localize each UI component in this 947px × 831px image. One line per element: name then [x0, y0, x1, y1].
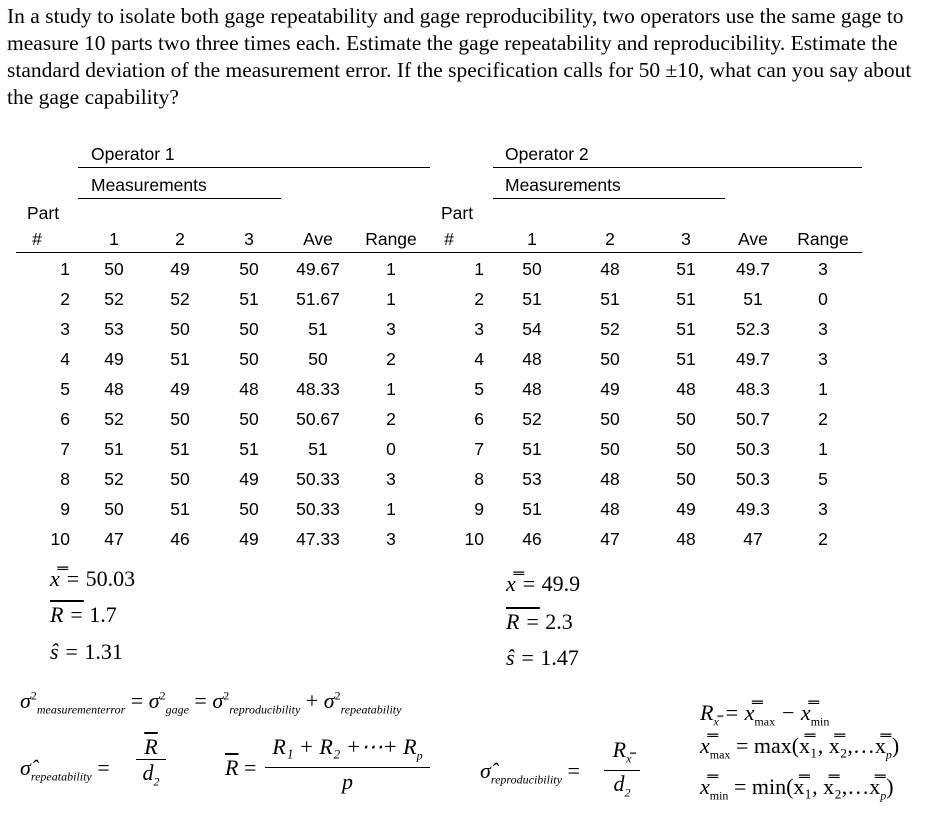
operator-1-header-rule	[16, 252, 438, 253]
operator-2-cell-m3: 48	[676, 529, 696, 549]
operator-1-cell-part: 9	[60, 499, 70, 519]
operator-2-cell-range: 5	[818, 469, 828, 489]
operator-2-title: Operator 2	[505, 144, 589, 164]
operator-1-cell-m1: 51	[104, 439, 124, 459]
operator-1-cell-part: 8	[60, 469, 70, 489]
operator-2-cell-m3: 48	[676, 379, 696, 399]
rbarbar-lhs	[225, 755, 256, 781]
operator-1-cell-range: 3	[386, 469, 396, 489]
operator-1-measurements-rule	[78, 198, 281, 199]
operator-1-cell-ave: 48.33	[296, 379, 340, 399]
operator-1-col-2: 2	[175, 229, 185, 249]
sigma-symbol: σ	[148, 688, 160, 713]
operator-1-cell-m1: 52	[104, 409, 124, 429]
measurement-error-sub: measurementerror	[36, 702, 126, 717]
operator-1-cell-range: 2	[386, 349, 396, 369]
variance-decomposition-formula	[20, 688, 401, 717]
operator-2-cell-m3: 51	[676, 349, 696, 369]
operator-1-cell-part: 2	[60, 289, 70, 309]
operator-1-cell-range: 0	[386, 439, 396, 459]
operator-2-cell-ave: 50.3	[735, 439, 771, 459]
operator-1-cell-range: 1	[386, 259, 396, 279]
operator-1-cell-m1: 49	[104, 349, 124, 369]
operator-2-measurements-rule	[493, 198, 725, 199]
operator-2-cell-ave: 50.7	[735, 409, 771, 429]
operator-1-cell-ave: 51	[308, 319, 328, 339]
operator-1-cell-m3: 50	[239, 499, 259, 519]
squared-sup: 2	[223, 688, 230, 703]
operator-1-cell-part: 1	[60, 259, 70, 279]
operator-2-cell-range: 3	[818, 319, 828, 339]
operator-1-cell-m2: 51	[170, 439, 190, 459]
operator-2-col-1: 1	[527, 229, 537, 249]
operator-1-cell-ave: 50.33	[296, 499, 340, 519]
squared-sup: 2	[30, 688, 37, 703]
operator-1-cell-m3: 50	[239, 349, 259, 369]
operator-1-cell-part: 10	[50, 529, 70, 549]
equals-sign: =	[243, 755, 257, 780]
rbar-label: R =	[50, 602, 84, 627]
equals-sign: =	[130, 688, 144, 713]
operator-1-cell-ave: 51.67	[296, 289, 340, 309]
operator-2-cell-m2: 50	[600, 349, 620, 369]
operator-1-cell-part: 6	[60, 409, 70, 429]
operator-1-rule	[78, 167, 430, 168]
operator-2-cell-part: 6	[474, 409, 484, 429]
operator-1-cell-m1: 53	[104, 319, 124, 339]
sigma-symbol: σ	[323, 688, 335, 713]
operator-1-rbar	[50, 602, 117, 628]
squared-sup: 2	[334, 688, 341, 703]
xbar-min-definition: $x̿_{min}$ = min(x̿₁, $x̿_2,\dots x̿_p$)	[700, 774, 894, 803]
operator-1-cell-m2: 51	[170, 499, 190, 519]
operator-2-cell-range: 1	[818, 379, 828, 399]
operator-2-cell-m3: 50	[676, 409, 696, 429]
operator-2-cell-ave: 51	[743, 289, 763, 309]
operator-2-cell-m2: 50	[600, 439, 620, 459]
operator-2-cell-ave: 47	[743, 529, 763, 549]
operator-2-cell-part: 4	[474, 349, 484, 369]
operator-1-cell-m3: 50	[239, 409, 259, 429]
operator-1-cell-ave: 47.33	[296, 529, 340, 549]
problem-statement: In a study to isolate both gage repeatability and gage reproducibility, two operators use the same gage to measure 10 parts two three times each. Estimate the gage repeatability and reproducibility. Estimate the standard deviation of the measurement error. If the specification calls for 50 ±10, what can you say about the gage capability?	[7, 4, 912, 109]
operator-2-cell-ave: 49.7	[735, 259, 771, 279]
operator-2-cell-part: 2	[474, 289, 484, 309]
sigma-reproducibility-lhs	[480, 758, 580, 787]
operator-1-shat	[50, 639, 123, 665]
d2-denominator: $d_2$	[136, 759, 166, 794]
rxbar-definition: $R_{x̿}$ = $x̿_{max}$ − $x̿_{min}$	[700, 700, 830, 729]
operator-1-cell-m2: 49	[170, 379, 190, 399]
operator-2-cell-m1: 54	[522, 319, 542, 339]
operator-2-cell-ave: 50.3	[735, 469, 771, 489]
operator-2-cell-range: 2	[818, 529, 828, 549]
p-denominator: p	[265, 767, 430, 796]
operator-2-cell-m3: 50	[676, 469, 696, 489]
operator-1-cell-m3: 48	[239, 379, 259, 399]
operator-1-cell-m2: 46	[170, 529, 190, 549]
operator-1-cell-m3: 49	[239, 469, 259, 489]
operator-2-cell-m3: 51	[676, 289, 696, 309]
operator-1-cell-m1: 52	[104, 289, 124, 309]
operator-1-part-hash: #	[32, 229, 42, 249]
operator-1-cell-m2: 52	[170, 289, 190, 309]
operator-2-cell-part: 3	[474, 319, 484, 339]
sigma-symbol: σ	[212, 688, 224, 713]
plus-sign: +	[305, 688, 319, 713]
operator-1-cell-m3: 50	[239, 259, 259, 279]
repeatability-sub: repeatability	[30, 769, 92, 784]
operator-1-cell-m3: 51	[239, 289, 259, 309]
operator-2-cell-m1: 53	[522, 469, 542, 489]
operator-2-cell-m2: 48	[600, 259, 620, 279]
operator-1-cell-ave: 49.67	[296, 259, 340, 279]
operator-1-title: Operator 1	[91, 144, 175, 164]
operator-1-cell-m3: 49	[239, 529, 259, 549]
operator-2-col-2: 2	[605, 229, 615, 249]
operator-1-cell-ave: 50.33	[296, 469, 340, 489]
operator-2-rule	[493, 167, 862, 168]
operator-2-part-label: Part	[441, 203, 474, 223]
rbarbar-numerator: $\overline{R}$	[144, 734, 158, 759]
operator-1-cell-m3: 51	[239, 439, 259, 459]
operator-2-rbar	[506, 609, 573, 635]
rbarbar-fraction	[265, 735, 430, 796]
operator-1-cell-part: 7	[60, 439, 70, 459]
operator-1-cell-m1: 47	[104, 529, 124, 549]
operator-2-cell-m1: 48	[522, 379, 542, 399]
operator-2-cell-part: 7	[474, 439, 484, 459]
rbar-label: R =	[506, 609, 540, 634]
operator-2-xbarbar	[506, 571, 580, 597]
rbarbar-symbol: $\overline{R}$	[225, 755, 239, 780]
operator-2-col-3: 3	[681, 229, 691, 249]
operator-1-cell-m2: 49	[170, 259, 190, 279]
rbarbar-sum: R₁ + R₂ +⋯+ $R_p$	[272, 734, 423, 763]
sigma-hat-symbol: σ̂	[20, 755, 31, 780]
operator-1-cell-m1: 48	[104, 379, 124, 399]
reproducibility-sub: reproducibility	[490, 772, 562, 787]
d2-denominator: $d_2$	[604, 770, 640, 805]
operator-2-cell-m3: 50	[676, 439, 696, 459]
operator-2-cell-m1: 46	[522, 529, 542, 549]
operator-2-xbarbar-value: 49.9	[541, 571, 581, 596]
operator-2-cell-ave: 49.3	[735, 499, 771, 519]
operator-1-part-label: Part	[27, 203, 60, 223]
operator-1-col-range: Range	[365, 229, 417, 249]
operator-1-cell-range: 3	[386, 319, 396, 339]
squared-sup: 2	[159, 688, 166, 703]
gage-sub: gage	[165, 702, 189, 717]
operator-1-cell-part: 5	[60, 379, 70, 399]
sigma-symbol: σ	[20, 688, 31, 713]
operator-2-cell-m1: 52	[522, 409, 542, 429]
xbar-max-definition: $x̿_{max}$ = max(x̿₁, $x̿_2,\dots x̿_p$)	[700, 733, 900, 762]
operator-2-cell-part: 5	[474, 379, 484, 399]
equals-sign: =	[194, 688, 207, 713]
operator-2-cell-m1: 51	[522, 499, 542, 519]
operator-2-cell-m3: 51	[676, 319, 696, 339]
operator-1-cell-m2: 51	[170, 349, 190, 369]
operator-2-cell-m2: 52	[600, 319, 620, 339]
operator-2-cell-m1: 50	[522, 259, 542, 279]
xbarbar-label: x̿ =	[50, 566, 81, 591]
operator-2-col-ave: Ave	[738, 229, 768, 249]
operator-2-cell-range: 3	[818, 259, 828, 279]
operator-2-cell-ave: 48.3	[735, 379, 771, 399]
operator-1-col-ave: Ave	[303, 229, 333, 249]
operator-2-part-hash: #	[444, 229, 454, 249]
operator-1-cell-part: 3	[60, 319, 70, 339]
operator-1-cell-ave: 51	[308, 439, 328, 459]
operator-1-cell-range: 2	[386, 409, 396, 429]
operator-1-col-3: 3	[244, 229, 254, 249]
operator-2-cell-range: 3	[818, 499, 828, 519]
operator-2-cell-range: 1	[818, 439, 828, 459]
repeatability-sub: repeatability	[340, 702, 402, 717]
sigma-repeatability-lhs	[20, 755, 110, 784]
operator-2-cell-m2: 47	[600, 529, 620, 549]
operator-1-xbarbar	[50, 566, 135, 592]
operator-1-cell-range: 1	[386, 289, 396, 309]
operator-1-cell-m1: 50	[104, 259, 124, 279]
operator-1-cell-range: 3	[386, 529, 396, 549]
operator-1-cell-range: 1	[386, 499, 396, 519]
operator-1-cell-m1: 52	[104, 469, 124, 489]
operator-2-cell-m2: 50	[600, 409, 620, 429]
operator-2-cell-m2: 48	[600, 499, 620, 519]
operator-2-col-range: Range	[797, 229, 849, 249]
operator-2-cell-m3: 49	[676, 499, 696, 519]
reproducibility-fraction	[604, 738, 640, 806]
operator-2-cell-m2: 49	[600, 379, 620, 399]
operator-1-cell-part: 4	[60, 349, 70, 369]
operator-1-cell-m2: 50	[170, 409, 190, 429]
operator-1-cell-range: 1	[386, 379, 396, 399]
operator-2-cell-range: 2	[818, 409, 828, 429]
operator-1-rbar-value: 1.7	[89, 602, 117, 627]
operator-2-header-rule	[438, 252, 862, 253]
xbarbar-label: x̿ =	[506, 571, 537, 596]
operator-2-cell-ave: 49.7	[735, 349, 771, 369]
shat-label: ŝ =	[506, 645, 535, 670]
operator-2-cell-m2: 48	[600, 469, 620, 489]
operator-2-cell-part: 9	[474, 499, 484, 519]
operator-2-shat	[506, 645, 579, 671]
operator-2-cell-range: 3	[818, 349, 828, 369]
operator-2-cell-part: 8	[474, 469, 484, 489]
operator-2-cell-m1: 51	[522, 439, 542, 459]
operator-2-rbar-value: 2.3	[545, 609, 573, 634]
sigma-hat-symbol: σ̂	[480, 758, 491, 783]
operator-1-cell-m3: 50	[239, 319, 259, 339]
operator-1-shat-value: 1.31	[84, 639, 123, 664]
operator-2-measurements-label: Measurements	[505, 175, 621, 195]
operator-2-cell-range: 0	[818, 289, 828, 309]
reproducibility-sub: reproducibility	[229, 702, 301, 717]
operator-2-cell-m1: 51	[522, 289, 542, 309]
operator-2-cell-ave: 52.3	[735, 319, 771, 339]
operator-2-cell-m1: 48	[522, 349, 542, 369]
operator-2-shat-value: 1.47	[540, 645, 579, 670]
equals-sign: =	[567, 758, 580, 783]
shat-label: ŝ =	[50, 639, 79, 664]
operator-1-xbarbar-value: 50.03	[85, 566, 136, 591]
operator-2-cell-part: 10	[464, 529, 484, 549]
operator-1-measurements-label: Measurements	[91, 175, 207, 195]
operator-1-cell-m2: 50	[170, 469, 190, 489]
repeatability-fraction	[136, 735, 166, 794]
operator-1-col-1: 1	[109, 229, 119, 249]
operator-2-cell-m2: 51	[600, 289, 620, 309]
equals-sign: =	[97, 755, 110, 780]
operator-1-cell-m1: 50	[104, 499, 124, 519]
rxbar-numerator: $R_{x̿}$	[612, 737, 632, 766]
operator-1-cell-m2: 50	[170, 319, 190, 339]
operator-1-cell-ave: 50	[308, 349, 328, 369]
operator-2-cell-m3: 51	[676, 259, 696, 279]
operator-1-cell-ave: 50.67	[296, 409, 340, 429]
operator-2-cell-part: 1	[474, 259, 484, 279]
